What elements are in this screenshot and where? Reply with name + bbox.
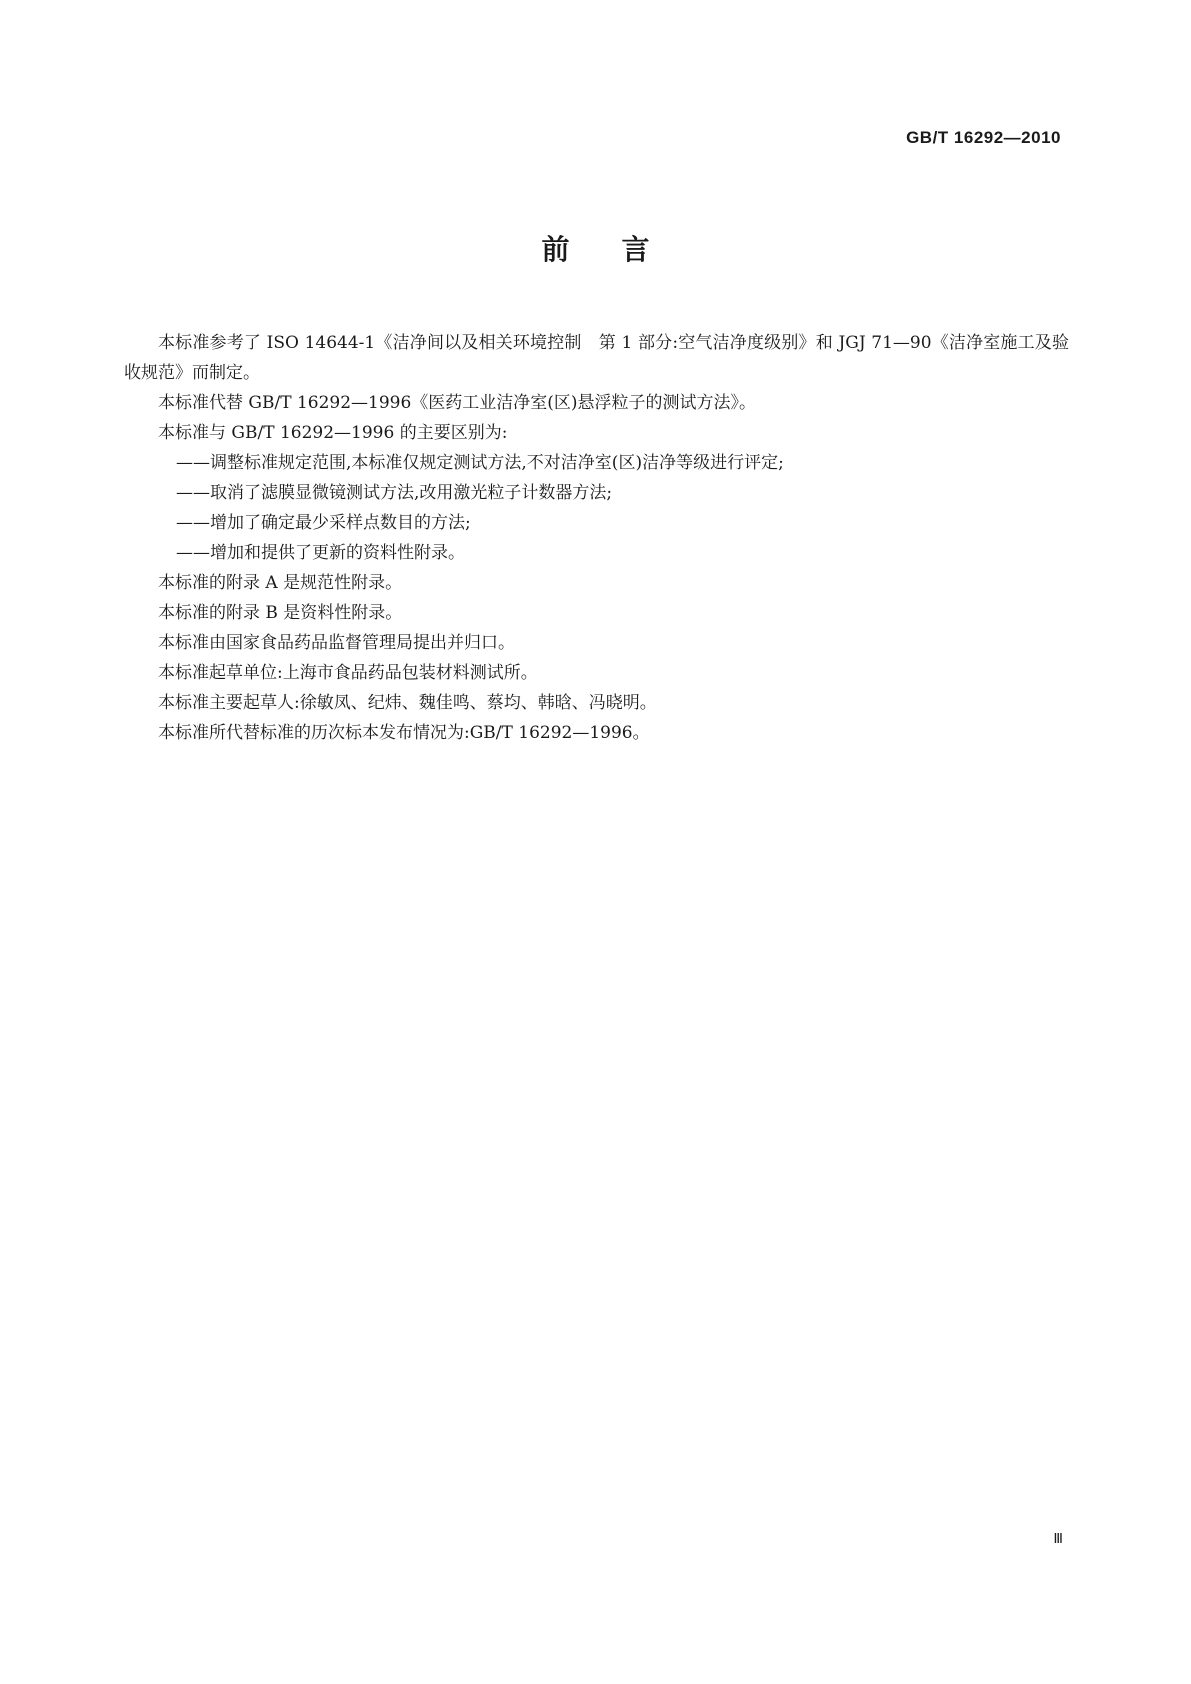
paragraph: 本标准的附录 B 是资料性附录。 [158, 603, 403, 623]
paragraph: 本标准与 GB/T 16292—1996 的主要区别为: [158, 423, 508, 443]
list-item: ——取消了滤膜显微镜测试方法,改用激光粒子计数器方法; [176, 483, 613, 503]
preface-body [124, 328, 1069, 748]
page-number: Ⅲ [1053, 1532, 1063, 1547]
page-title: 前言 [541, 233, 702, 266]
list-item: ——增加和提供了更新的资料性附录。 [176, 543, 465, 563]
paragraph: 本标准由国家食品药品监督管理局提出并归口。 [158, 633, 515, 653]
paragraph: 本标准参考了 ISO 14644-1《洁净间以及相关环境控制 第 1 部分:空气洁净度级别》和 JGJ 71—90《洁净室施工及验收规范》而制定。 [124, 333, 1069, 383]
paragraph: 本标准的附录 A 是规范性附录。 [158, 573, 403, 593]
list-item: ——调整标准规定范围,本标准仅规定测试方法,不对洁净室(区)洁净等级进行评定; [176, 453, 784, 473]
paragraph: 本标准所代替标准的历次标本发布情况为:GB/T 16292—1996。 [158, 723, 650, 743]
list-item: ——增加了确定最少采样点数目的方法; [176, 513, 471, 533]
paragraph: 本标准主要起草人:徐敏凤、纪炜、魏佳鸣、蔡均、韩晗、冯晓明。 [158, 693, 657, 713]
paragraph: 本标准起草单位:上海市食品药品包装材料测试所。 [158, 663, 538, 683]
paragraph: 本标准代替 GB/T 16292—1996《医药工业洁净室(区)悬浮粒子的测试方法》。 [158, 393, 757, 413]
standard-code: GB/T 16292—2010 [906, 128, 1061, 147]
